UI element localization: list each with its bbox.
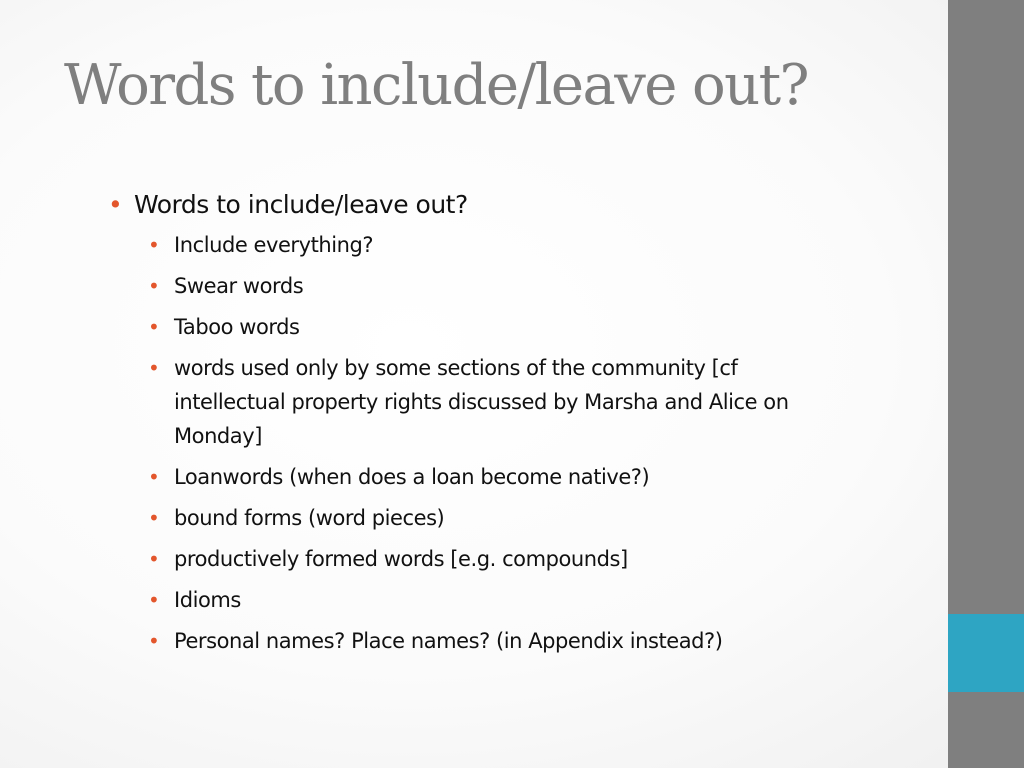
- sub-bullet-line: Taboo words: [174, 315, 300, 339]
- bullet-dot-icon: •: [148, 506, 160, 530]
- sub-bullet-text: [174, 588, 241, 612]
- bullet-dot-icon: •: [148, 315, 160, 339]
- bullet-dot-icon: •: [108, 190, 123, 219]
- sub-bullet-item: [148, 542, 898, 576]
- bullet-dot-icon: •: [148, 629, 160, 653]
- sub-bullet-text: [174, 547, 628, 571]
- sub-bullet-item: [148, 310, 898, 344]
- sub-bullet-line: Monday]: [174, 424, 262, 448]
- sub-bullet-text: [174, 629, 722, 653]
- sub-bullet-line: Personal names? Place names? (in Appendix instead?): [174, 629, 723, 653]
- side-bar: [948, 0, 1024, 768]
- bullet-dot-icon: •: [148, 274, 160, 298]
- main-bullet-text: Words to include/leave out?: [134, 190, 468, 219]
- sub-bullet-text: [174, 506, 444, 530]
- sub-bullet-item: [148, 460, 898, 494]
- sub-bullet-line: Include everything?: [174, 233, 374, 257]
- slide-content: [108, 188, 898, 665]
- sub-bullet-text: [174, 274, 303, 298]
- sub-bullet-line: bound forms (word pieces): [174, 506, 445, 530]
- sub-bullet-line: Idioms: [174, 588, 241, 612]
- sub-bullet-item: [148, 501, 898, 535]
- sub-bullet-item: [148, 228, 898, 262]
- main-bullet-item: [108, 188, 898, 222]
- sub-bullet-text: [174, 465, 649, 489]
- sub-bullet-list: [148, 228, 898, 658]
- sub-bullet-line: intellectual property rights discussed by Marsha and Alice on: [174, 390, 789, 414]
- sub-bullet-line: Swear words: [174, 274, 304, 298]
- sub-bullet-item: [148, 583, 898, 617]
- bullet-dot-icon: •: [148, 547, 160, 571]
- sidebar-accent-block: [948, 614, 1024, 692]
- sub-bullet-line: productively formed words [e.g. compounds]: [174, 547, 628, 571]
- sub-bullet-item: [148, 269, 898, 303]
- bullet-dot-icon: •: [148, 588, 160, 612]
- sub-bullet-line: Loanwords (when does a loan become native?): [174, 465, 650, 489]
- bullet-dot-icon: •: [148, 356, 160, 380]
- sub-bullet-text: [174, 315, 300, 339]
- sub-bullet-item: [148, 351, 898, 453]
- bullet-dot-icon: •: [148, 233, 160, 257]
- bullet-dot-icon: •: [148, 465, 160, 489]
- slide-title: Words to include/leave out?: [64, 53, 808, 118]
- sub-bullet-text: [174, 233, 373, 257]
- sub-bullet-text: [174, 356, 789, 448]
- sub-bullet-item: [148, 624, 898, 658]
- sub-bullet-line: words used only by some sections of the community [cf: [174, 356, 738, 380]
